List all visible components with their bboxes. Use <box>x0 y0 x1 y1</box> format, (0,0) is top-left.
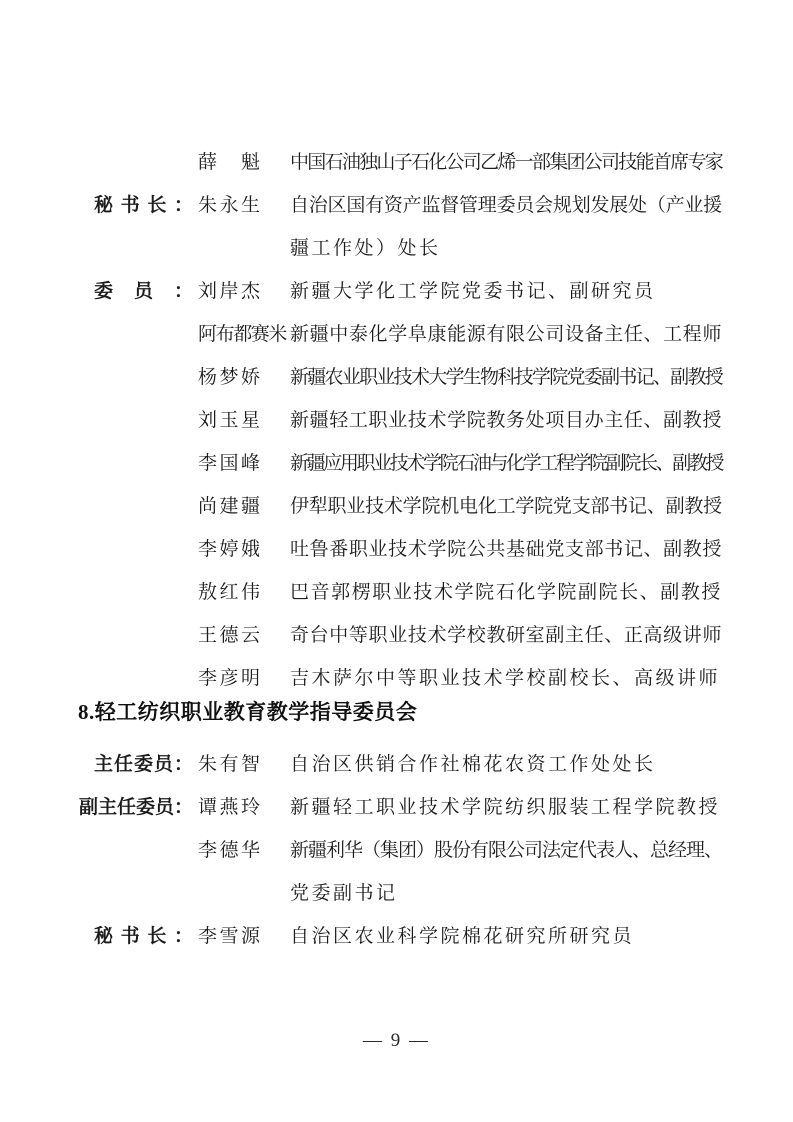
committee-entry-row <box>94 571 724 614</box>
entry-person-name: 刘岸杰 <box>198 281 263 302</box>
page-number: — 9 — <box>363 1030 430 1051</box>
entry-description <box>290 141 722 184</box>
committee-entry-row <box>94 270 724 313</box>
entry-description <box>290 743 656 786</box>
entry-description-line: 巴音郭楞职业技术学院石化学院副院长、副教授 <box>290 582 722 603</box>
entry-description-line: 吐鲁番职业技术学院公共基础党支部书记、副教授 <box>290 539 723 560</box>
entry-description <box>290 786 720 829</box>
committee-entry-row <box>94 184 724 270</box>
entry-role-label: 委员： <box>94 281 193 302</box>
entry-person-name: 阿布都赛米 <box>198 324 287 345</box>
committee-entry-row <box>79 786 724 829</box>
committee-entry-row <box>94 442 724 485</box>
entry-person-name: 薛 魁 <box>198 152 263 173</box>
committee-entry-row <box>94 743 724 786</box>
entry-description-line: 党委副书记 <box>290 883 398 904</box>
committee-entry-row <box>94 614 724 657</box>
entry-role-label: 副主任委员： <box>79 797 194 818</box>
entry-description-line: 自治区农业科学院棉花研究所研究员 <box>290 926 635 947</box>
entry-description <box>290 399 722 442</box>
committee-entry-row <box>94 829 724 915</box>
committee-list <box>78 141 724 958</box>
entry-person-name: 朱永生 <box>198 195 263 216</box>
entry-person-name: 李德华 <box>198 840 263 861</box>
entry-description-line: 新疆轻工职业技术学院教务处项目办主任、副教授 <box>290 410 723 431</box>
committee-entry-row <box>94 399 724 442</box>
entry-person-name: 敖红伟 <box>198 582 263 603</box>
entry-description <box>290 356 722 399</box>
committee-entry-row <box>94 485 724 528</box>
entry-description <box>290 829 722 915</box>
entry-role-label: 秘书长： <box>94 195 193 216</box>
entry-description-line: 新疆中泰化学阜康能源有限公司设备主任、工程师 <box>290 324 723 345</box>
entry-person-name: 李国峰 <box>198 453 263 474</box>
section-heading: 8.轻工纺织职业教育教学指导委员会 <box>78 700 418 724</box>
committee-entry-row <box>94 528 724 571</box>
committee-entry-row <box>94 356 724 399</box>
entry-description-line: 新疆利华（集团）股份有限公司法定代表人、总经理、 <box>290 840 723 861</box>
entry-description-line: 新疆轻工职业技术学院纺织服装工程学院教授 <box>290 797 721 818</box>
entry-person-name: 李彦明 <box>198 668 263 689</box>
committee-entry-row <box>94 313 724 356</box>
entry-description <box>290 614 722 657</box>
entry-description-line: 新疆农业职业技术大学生物科技学院党委副书记、副教授 <box>290 367 723 388</box>
entry-description-line: 吉木萨尔中等职业技术学校副校长、高级讲师 <box>290 668 721 689</box>
entry-description <box>290 184 722 270</box>
entry-description-line: 中国石油独山子石化公司乙烯一部集团公司技能首席专家 <box>290 152 723 173</box>
entry-description-line: 自治区国有资产监督管理委员会规划发展处（产业援 <box>290 195 722 216</box>
entry-description <box>290 528 722 571</box>
entry-role-label: 秘书长： <box>94 926 193 947</box>
entry-description-line: 自治区供销合作社棉花农资工作处处长 <box>290 754 656 775</box>
entry-person-name: 谭燕玲 <box>198 797 263 818</box>
entry-description <box>290 571 722 614</box>
entry-description <box>290 485 722 528</box>
entry-person-name: 李婷娥 <box>198 539 263 560</box>
entry-description <box>290 442 722 485</box>
entry-description-line: 新疆应用职业技术学院石油与化学工程学院副院长、副教授 <box>290 453 723 474</box>
entry-person-name: 杨梦娇 <box>198 367 263 388</box>
entry-role-label: 主任委员： <box>94 754 193 775</box>
committee-entry-row <box>94 141 724 184</box>
entry-person-name: 尚建疆 <box>198 496 263 517</box>
entry-person-name: 刘玉星 <box>198 410 263 431</box>
entry-person-name: 朱有智 <box>198 754 263 775</box>
entry-description-line: 疆工作处）处长 <box>290 238 441 259</box>
entry-person-name: 王德云 <box>198 625 263 646</box>
entry-description-line: 奇台中等职业技术学校教研室副主任、正高级讲师 <box>290 625 723 646</box>
entry-description-line: 新疆大学化工学院党委书记、副研究员 <box>290 281 656 302</box>
entry-description <box>290 313 722 356</box>
entry-person-name: 李雪源 <box>198 926 263 947</box>
entry-description <box>290 270 656 313</box>
committee-entry-row <box>94 915 724 958</box>
entry-description <box>290 915 634 958</box>
entry-description-line: 伊犁职业技术学院机电化工学院党支部书记、副教授 <box>290 496 722 517</box>
